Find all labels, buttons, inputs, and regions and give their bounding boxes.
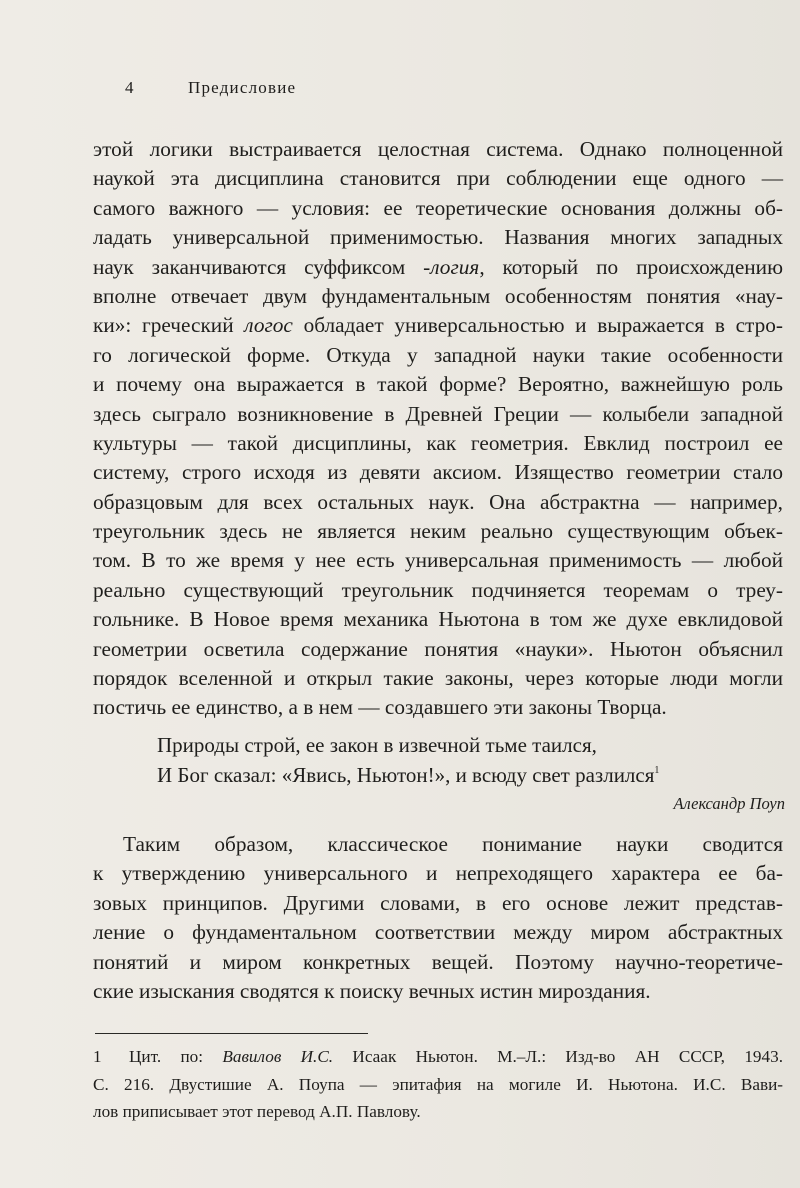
text-line: культуры — такой дисциплины, как геометрия. Евклид построил ее	[93, 430, 783, 455]
text-line: ладать универсальной применимостью. Названия многих западных	[93, 225, 783, 250]
text-line: наукой эта дисциплина становится при соблюдении еще одного —	[93, 166, 783, 191]
text-line: треугольник здесь не является неким реально существующим объек-	[93, 519, 783, 544]
verse-line: Природы строй, ее закон в извечной тьме таился,	[157, 733, 597, 757]
text-line: том. В то же время у нее есть универсальная применимость — любой	[93, 548, 783, 573]
text-line: и почему она выражается в такой форме? Вероятно, важнейшую роль	[93, 372, 783, 397]
page-header	[0, 78, 800, 102]
text-line: реально существующий треугольник подчиняется теоремам о треу-	[93, 577, 783, 602]
footnote-number: 1	[93, 1047, 102, 1066]
footnote-text: Цит. по:	[129, 1047, 223, 1066]
epigraph-author: Александр Поуп	[673, 794, 785, 813]
epigraph-verse	[157, 731, 785, 790]
paragraph-1	[93, 135, 783, 723]
footnote-line	[93, 1043, 783, 1071]
footnote-reference[interactable]: 1	[654, 764, 660, 776]
text-line: образцовым для всех остальных наук. Она абстрактна — например,	[93, 489, 783, 514]
verse-line	[157, 761, 785, 791]
text-line: этой логики выстраивается целостная система. Однако полноценной	[93, 137, 783, 161]
text-segment: наук заканчиваются суффиксом	[93, 254, 424, 279]
text-line: понятий и миром конкретных вещей. Поэтому научно-теоретиче-	[93, 949, 783, 974]
paragraph-2	[93, 830, 783, 1006]
text-line: постичь ее единство, а в нем — создавшего эти законы Творца.	[93, 695, 667, 720]
text-line: порядок вселенной и открыл такие законы, через которые люди могли	[93, 666, 783, 691]
footnote-line: лов приписывает этот перевод А.П. Павлову.	[93, 1102, 421, 1121]
text-line: ление о фундаментальном соответствии между миром абстрактных	[93, 920, 783, 945]
text-line: здесь сыграло возникновение в Древней Греции — колыбели западной	[93, 401, 783, 426]
italic-term-logia: -логия	[423, 254, 480, 279]
text-line	[93, 253, 783, 282]
text-line: Таким образом, классическое понимание науки сводится	[123, 832, 783, 856]
text-segment: обладает универсальностью и выражается в стро-	[292, 313, 783, 338]
page-number: 4	[125, 78, 134, 97]
text-line: го логической форме. Откуда у западной науки такие особенности	[93, 342, 783, 367]
text-line: зовых принципов. Другими словами, в его основе лежит представ-	[93, 890, 783, 915]
text-line	[93, 311, 783, 340]
verse-text: И Бог сказал: «Явись, Ньютон!», и всюду свет разлился	[157, 762, 655, 787]
text-line: систему, строго исходя из девяти аксиом. Изящество геометрии стало	[93, 460, 783, 485]
text-line: ские изыскания сводятся к поиску вечных истин мироздания.	[93, 978, 651, 1003]
text-line: к утверждению универсального и непреходящего характера ее ба-	[93, 861, 783, 886]
text-segment: ки»: греческий	[93, 313, 245, 338]
text-line: гольнике. В Новое время механика Ньютона в том же духе евклидовой	[93, 607, 783, 632]
text-line: геометрии осветила содержание понятия «науки». Ньютон объяснил	[93, 636, 783, 661]
footnote-divider	[95, 1033, 368, 1034]
footnote-line: С. 216. Двустишие А. Поупа — эпитафия на могиле И. Ньютона. И.С. Вави-	[93, 1074, 783, 1094]
footnote-author: Вавилов И.С.	[222, 1047, 334, 1066]
text-line: вполне отвечает двум фундаментальным особенностям понятия «нау-	[93, 283, 783, 308]
running-head: Предисловие	[188, 78, 297, 97]
footnote-text: Исаак Ньютон. М.–Л.: Изд-во АН СССР, 1943.	[333, 1047, 783, 1066]
text-segment: , который по происхождению	[479, 254, 783, 279]
text-line: самого важного — условия: ее теоретические основания должны об-	[93, 195, 783, 220]
footnote-1	[93, 1043, 783, 1126]
italic-term-logos: логос	[244, 313, 293, 338]
